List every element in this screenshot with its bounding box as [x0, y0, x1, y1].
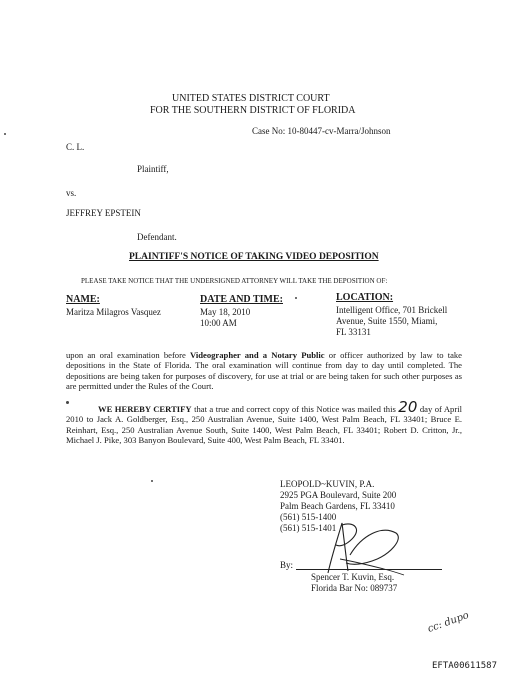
bar-number: Florida Bar No: 089737	[311, 583, 398, 593]
location-line-2: Avenue, Suite 1550, Miami,	[336, 316, 438, 326]
certify-emphasis: WE HEREBY CERTIFY	[98, 404, 192, 414]
firm-address-2: Palm Beach Gardens, FL 33410	[280, 501, 395, 511]
firm-name: LEOPOLD~KUVIN, P.A.	[280, 479, 375, 489]
scan-speck	[295, 297, 297, 299]
deposition-time: 10:00 AM	[200, 318, 237, 328]
plaintiff-role: Plaintiff,	[137, 164, 169, 174]
firm-phone-2: (561) 515-1401	[280, 523, 337, 533]
court-district: FOR THE SOUTHERN DISTRICT OF FLORIDA	[150, 105, 356, 116]
location-line-3: FL 33131	[336, 327, 371, 337]
videographer-notary-emphasis: Videographer and a Notary Public	[189, 350, 325, 360]
versus: vs.	[66, 188, 77, 198]
bates-number: EFTA00611587	[432, 661, 498, 671]
attorney-name: Spencer T. Kuvin, Esq.	[311, 572, 395, 582]
deponent-name: Maritza Milagros Vasquez	[66, 307, 161, 317]
signature-line	[296, 569, 442, 570]
firm-address-1: 2925 PGA Boulevard, Suite 200	[280, 490, 397, 500]
name-header: NAME:	[66, 294, 100, 305]
deposition-paragraph: upon an oral examination before Videographer and a Notary Public or officer authorized by law to take depositions in the State of Florida. The oral examination will continue from day to day until completed. The depositions are being taken for purposes of discovery, for use at trial or are being taken for such other purposes as are permitted under the Rules of the Court.	[66, 350, 463, 392]
location-line-1: Intelligent Office, 701 Brickell	[336, 305, 448, 315]
deposition-date: May 18, 2010	[200, 307, 251, 317]
defendant-name: JEFFREY EPSTEIN	[66, 208, 141, 218]
firm-phone-1: (561) 515-1400	[280, 512, 337, 522]
by-label: By:	[280, 560, 294, 570]
scan-speck	[66, 401, 69, 404]
scan-speck	[151, 480, 153, 482]
plaintiff-name: C. L.	[66, 142, 85, 152]
defendant-role: Defendant.	[137, 232, 177, 242]
scan-speck	[4, 133, 6, 135]
court-name: UNITED STATES DISTRICT COURT	[172, 93, 330, 104]
handwritten-note: cc: dupo	[426, 609, 471, 635]
date-time-header: DATE AND TIME:	[200, 294, 283, 305]
case-number: Case No: 10-80447-cv-Marra/Johnson	[252, 126, 391, 136]
document-title: PLAINTIFF'S NOTICE OF TAKING VIDEO DEPOSITION	[129, 252, 379, 262]
location-header: LOCATION:	[336, 292, 394, 303]
notice-line: PLEASE TAKE NOTICE THAT THE UNDERSIGNED ATTORNEY WILL TAKE THE DEPOSITION OF:	[81, 277, 388, 285]
handwritten-day: 20	[398, 398, 418, 416]
certificate-paragraph: WE HEREBY CERTIFY that a true and correct copy of this Notice was mailed this 20 day of April 2010 to Jack A. Goldberger, Esq., 250 Australian Avenue, Suite 1400, West Palm Beach, FL 33401; Bruce E. Reinhart, Esq., 250 Australian Avenue South, Suite 1400, West Palm Beach, FL 33401; Robert D. Critton, Jr., Michael J. Pike, 303 Banyon Boulevard, Suite 400, West Palm Beach, FL 33401.	[66, 398, 462, 446]
